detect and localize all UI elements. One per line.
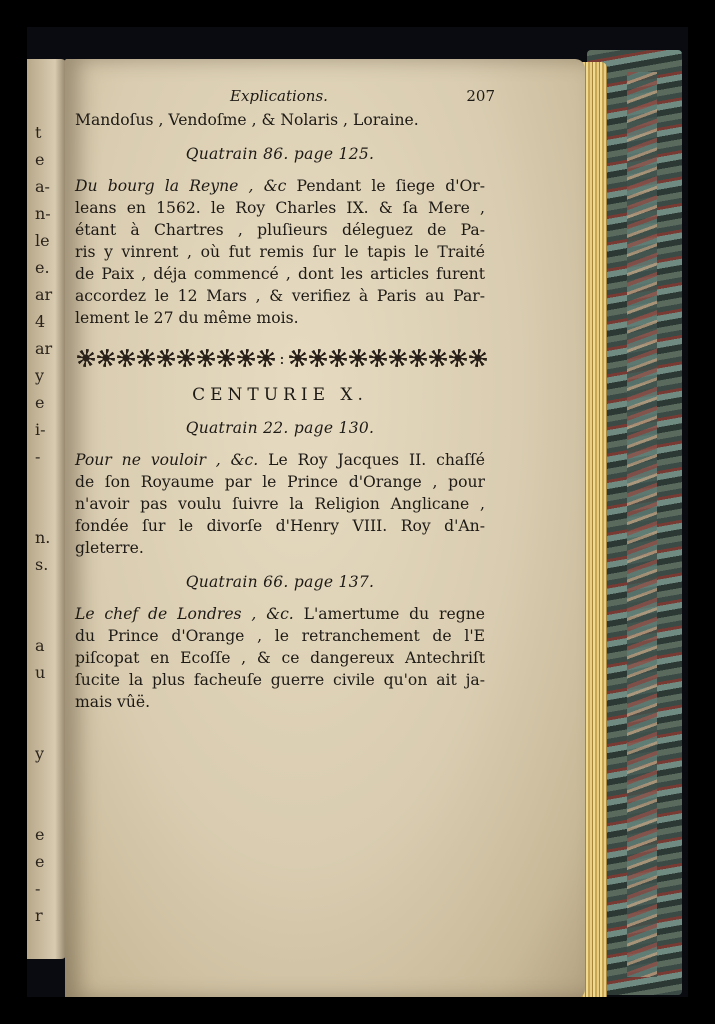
left-page-letter xyxy=(35,497,63,524)
line-text: Le Roy Jacques II. chaſſé xyxy=(258,451,485,469)
left-page-letter: a xyxy=(35,636,45,655)
marbled-board-edge xyxy=(627,72,657,977)
fleuron-icon xyxy=(349,349,367,367)
fleuron-icon xyxy=(429,349,447,367)
left-page-letter: n- xyxy=(35,204,51,223)
line-text: leans en 1562. le Roy Charles IX. & ſa Mere , xyxy=(75,199,485,217)
text-line xyxy=(75,537,485,559)
fleuron-icon xyxy=(237,349,255,367)
ornament-divider xyxy=(77,347,487,369)
text-line xyxy=(75,493,485,515)
text-line xyxy=(75,285,485,307)
line-text: étant à Chartres , pluſieurs déleguez de Pa- xyxy=(75,221,485,239)
entry-lead: Pour ne vouloir , &c. xyxy=(75,451,259,469)
book-page xyxy=(65,59,585,997)
line-text: ſucite la plus facheuſe guerre civile qu'on ait ja- xyxy=(75,671,485,689)
fleuron-icon xyxy=(77,349,95,367)
left-page-letter: r xyxy=(35,906,43,925)
entries-after-section xyxy=(75,419,485,713)
fleuron-icon xyxy=(217,349,235,367)
text-line xyxy=(75,647,485,669)
entry-body xyxy=(75,449,485,559)
text-line xyxy=(75,691,485,713)
left-page-letter: s. xyxy=(35,555,49,574)
left-page-letter xyxy=(35,605,63,632)
line-text: ris y vinrent , où fut remis ſur le tapis le Traité xyxy=(75,243,485,261)
page-header xyxy=(75,87,495,109)
left-page-letter: i- xyxy=(35,420,46,439)
fleuron-icon xyxy=(369,349,387,367)
text-line xyxy=(75,241,485,263)
left-page-letter xyxy=(35,470,63,497)
left-page-letter: le xyxy=(35,231,50,250)
fleuron-icon xyxy=(389,349,407,367)
left-page-letter: u xyxy=(35,663,46,682)
left-page-letter: e xyxy=(35,393,45,412)
page-text xyxy=(75,87,495,713)
fleuron-icon xyxy=(449,349,467,367)
left-page-letter xyxy=(35,767,63,794)
running-head: Explications. xyxy=(230,87,328,105)
fleuron-icon xyxy=(117,349,135,367)
left-page-letter xyxy=(35,578,63,605)
text-line xyxy=(75,219,485,241)
left-page-letter: e. xyxy=(35,258,50,277)
left-page-letter xyxy=(35,713,63,740)
line-text: de Paix , déja commencé , dont les articles furent xyxy=(75,265,485,283)
fleuron-icon xyxy=(309,349,327,367)
fleuron-icon xyxy=(137,349,155,367)
left-page-letter: t xyxy=(35,123,42,142)
fleuron-icon xyxy=(289,349,307,367)
fleuron-icon xyxy=(409,349,427,367)
section-title: CENTURIE X. xyxy=(192,385,368,405)
left-page-letter: n. xyxy=(35,528,51,547)
fleuron-icon xyxy=(469,349,487,367)
left-page-letter: ar xyxy=(35,339,53,358)
line-text: mais vûë. xyxy=(75,693,151,711)
left-page-letter: - xyxy=(35,879,41,898)
left-page-letter: a- xyxy=(35,177,50,196)
line-text: n'avoir pas voulu ſuivre la Religion Anglicane , xyxy=(75,495,485,513)
left-page-letter: e xyxy=(35,150,45,169)
line-text: accordez le 12 Mars , & verifiez à Paris au Par- xyxy=(75,287,485,305)
text-line xyxy=(75,625,485,647)
left-page-letter: 4 xyxy=(35,312,46,331)
quatrain-heading: Quatrain 22. page 130. xyxy=(185,419,375,437)
left-page-letters xyxy=(35,119,63,929)
line-text: fondée ſur le divorſe d'Henry VIII. Roy d'An- xyxy=(75,517,485,535)
photo-frame xyxy=(27,27,688,997)
first-line: Mandoſus , Vendoſme , & Nolaris , Loraine. xyxy=(75,111,419,129)
line-text: piſcopat en Ecoſſe , & ce dangereux Antechriſt xyxy=(75,649,485,667)
line-text: lement le 27 du même mois. xyxy=(75,309,299,327)
line-text: du Prince d'Orange , le retranchement de l'E xyxy=(75,627,485,645)
fleuron-icon xyxy=(177,349,195,367)
fleuron-icon xyxy=(257,349,275,367)
text-line xyxy=(75,669,485,691)
text-line xyxy=(75,197,485,219)
left-page-letter: ar xyxy=(35,285,53,304)
entry-body xyxy=(75,175,485,329)
entries-before-section xyxy=(75,145,485,329)
left-page-letter xyxy=(35,794,63,821)
left-facing-page xyxy=(27,59,67,959)
line-text: L'amertume du regne xyxy=(293,605,485,623)
left-page-letter: - xyxy=(35,447,41,466)
ornament-colon: : xyxy=(279,348,285,368)
left-page-letter: y xyxy=(35,744,45,763)
fleuron-icon xyxy=(197,349,215,367)
quatrain-heading: Quatrain 86. page 125. xyxy=(185,145,375,163)
text-line xyxy=(75,515,485,537)
line-text: gleterre. xyxy=(75,539,144,557)
fleuron-icon xyxy=(329,349,347,367)
text-line xyxy=(75,449,485,471)
line-text: Pendant le ſiege d'Or- xyxy=(286,177,485,195)
text-line xyxy=(75,471,485,493)
line-text: de ſon Royaume par le Prince d'Orange , pour xyxy=(75,473,485,491)
entry-lead: Du bourg la Reyne , &c xyxy=(75,177,287,195)
text-line xyxy=(75,263,485,285)
left-page-letter: e xyxy=(35,825,45,844)
text-line xyxy=(75,175,485,197)
left-page-letter: y xyxy=(35,366,45,385)
fleuron-icon xyxy=(157,349,175,367)
entry-body xyxy=(75,603,485,713)
fleuron-icon xyxy=(97,349,115,367)
entry-lead: Le chef de Londres , &c. xyxy=(75,605,294,623)
text-line xyxy=(75,307,485,329)
left-page-letter xyxy=(35,686,63,713)
text-line xyxy=(75,603,485,625)
quatrain-heading: Quatrain 66. page 137. xyxy=(185,573,375,591)
page-number: 207 xyxy=(466,87,495,105)
left-page-letter: e xyxy=(35,852,45,871)
